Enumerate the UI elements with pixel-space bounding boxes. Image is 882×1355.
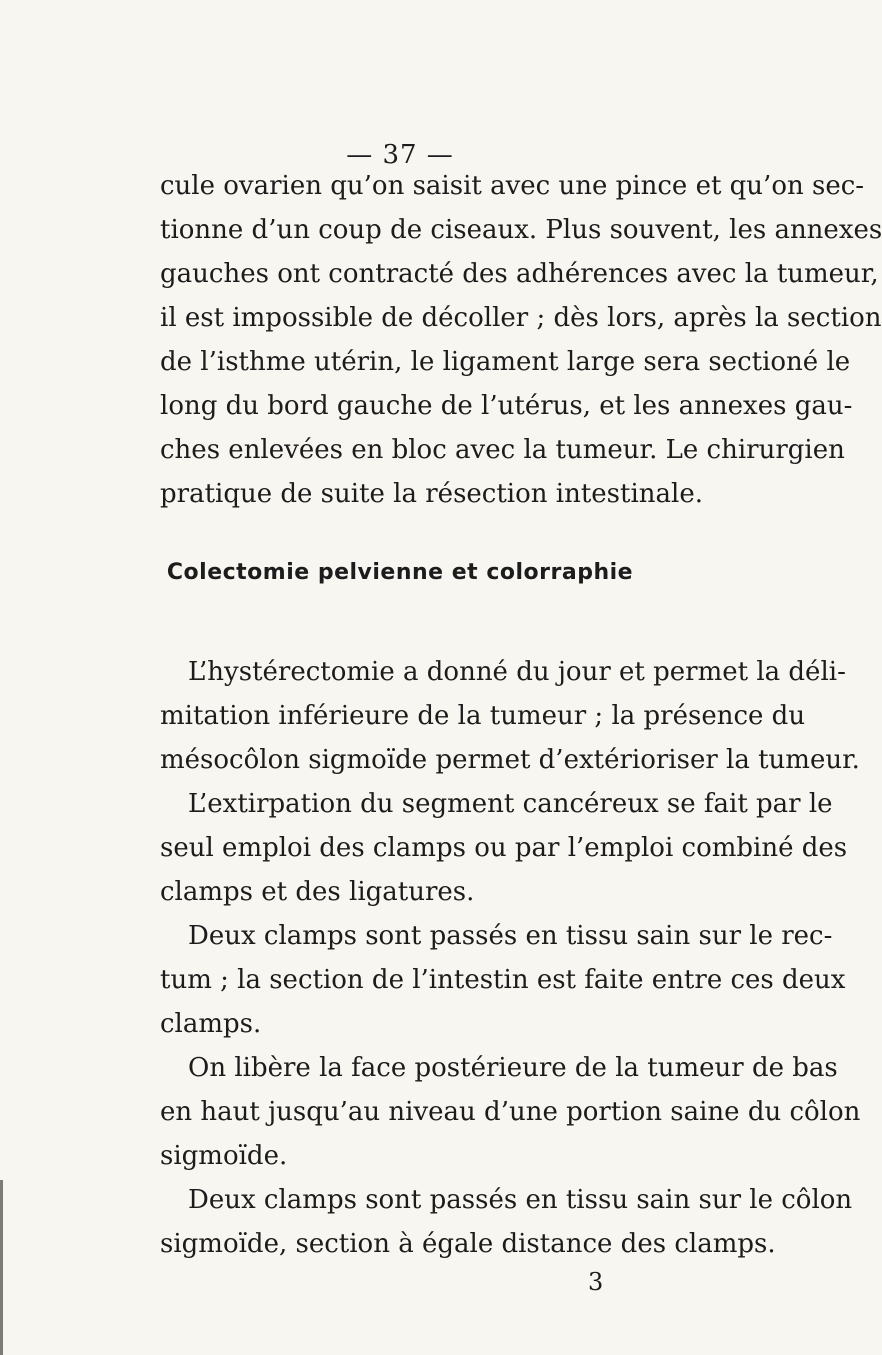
text-line: ches enlevées en bloc avec la tumeur. Le chirurgien <box>160 435 845 465</box>
text-line: cule ovarien qu’on saisit avec une pince et qu’on sec- <box>160 171 865 201</box>
text-line: gauches ont contracté des adhérences avec la tumeur, <box>160 259 879 289</box>
text-line: mitation inférieure de la tumeur ; la présence du <box>160 701 806 731</box>
text-line: tum ; la section de l’intestin est faite entre ces deux <box>160 965 846 995</box>
text-line: tionne d’un coup de ciseaux. Plus souvent, les annexes <box>160 215 882 245</box>
text-line: clamps et des ligatures. <box>160 877 475 907</box>
text-line: clamps. <box>160 1009 262 1039</box>
section-heading: Colectomie pelvienne et colorraphie <box>166 560 634 585</box>
page-number: — 37 — <box>346 140 454 170</box>
text-line: sigmoïde, section à égale distance des clamps. <box>160 1229 776 1259</box>
signature-mark: 3 <box>588 1268 604 1296</box>
text-line: mésocôlon sigmoïde permet d’extérioriser la tumeur. <box>160 745 860 775</box>
paragraph-5 <box>160 1178 853 1266</box>
text-line: L’hystérectomie a donné du jour et permet la déli- <box>188 657 846 687</box>
paragraph-3 <box>160 914 846 1046</box>
text-line: Deux clamps sont passés en tissu sain sur le rec- <box>188 921 833 951</box>
text-line: il est impossible de décoller ; dès lors, après la section <box>160 303 882 333</box>
text-line: seul emploi des clamps ou par l’emploi combiné des <box>160 833 848 863</box>
text-line: de l’isthme utérin, le ligament large sera sectioné le <box>160 347 851 377</box>
text-line: Deux clamps sont passés en tissu sain sur le côlon <box>188 1185 853 1215</box>
text-line: L’extirpation du segment cancéreux se fait par le <box>188 789 833 819</box>
text-line: On libère la face postérieure de la tumeur de bas <box>188 1053 838 1083</box>
text-line: long du bord gauche de l’utérus, et les annexes gau- <box>160 391 853 421</box>
paragraph-2 <box>160 650 860 782</box>
text-line: en haut jusqu’au niveau d’une portion saine du côlon <box>160 1097 861 1127</box>
text-line: sigmoïde. <box>160 1141 288 1171</box>
scan-edge-shadow <box>0 1180 3 1355</box>
paragraph-4 <box>160 1046 861 1178</box>
paragraph-1 <box>160 164 882 516</box>
text-line: pratique de suite la résection intestinale. <box>160 479 704 509</box>
paragraph-2-continued <box>160 782 848 914</box>
